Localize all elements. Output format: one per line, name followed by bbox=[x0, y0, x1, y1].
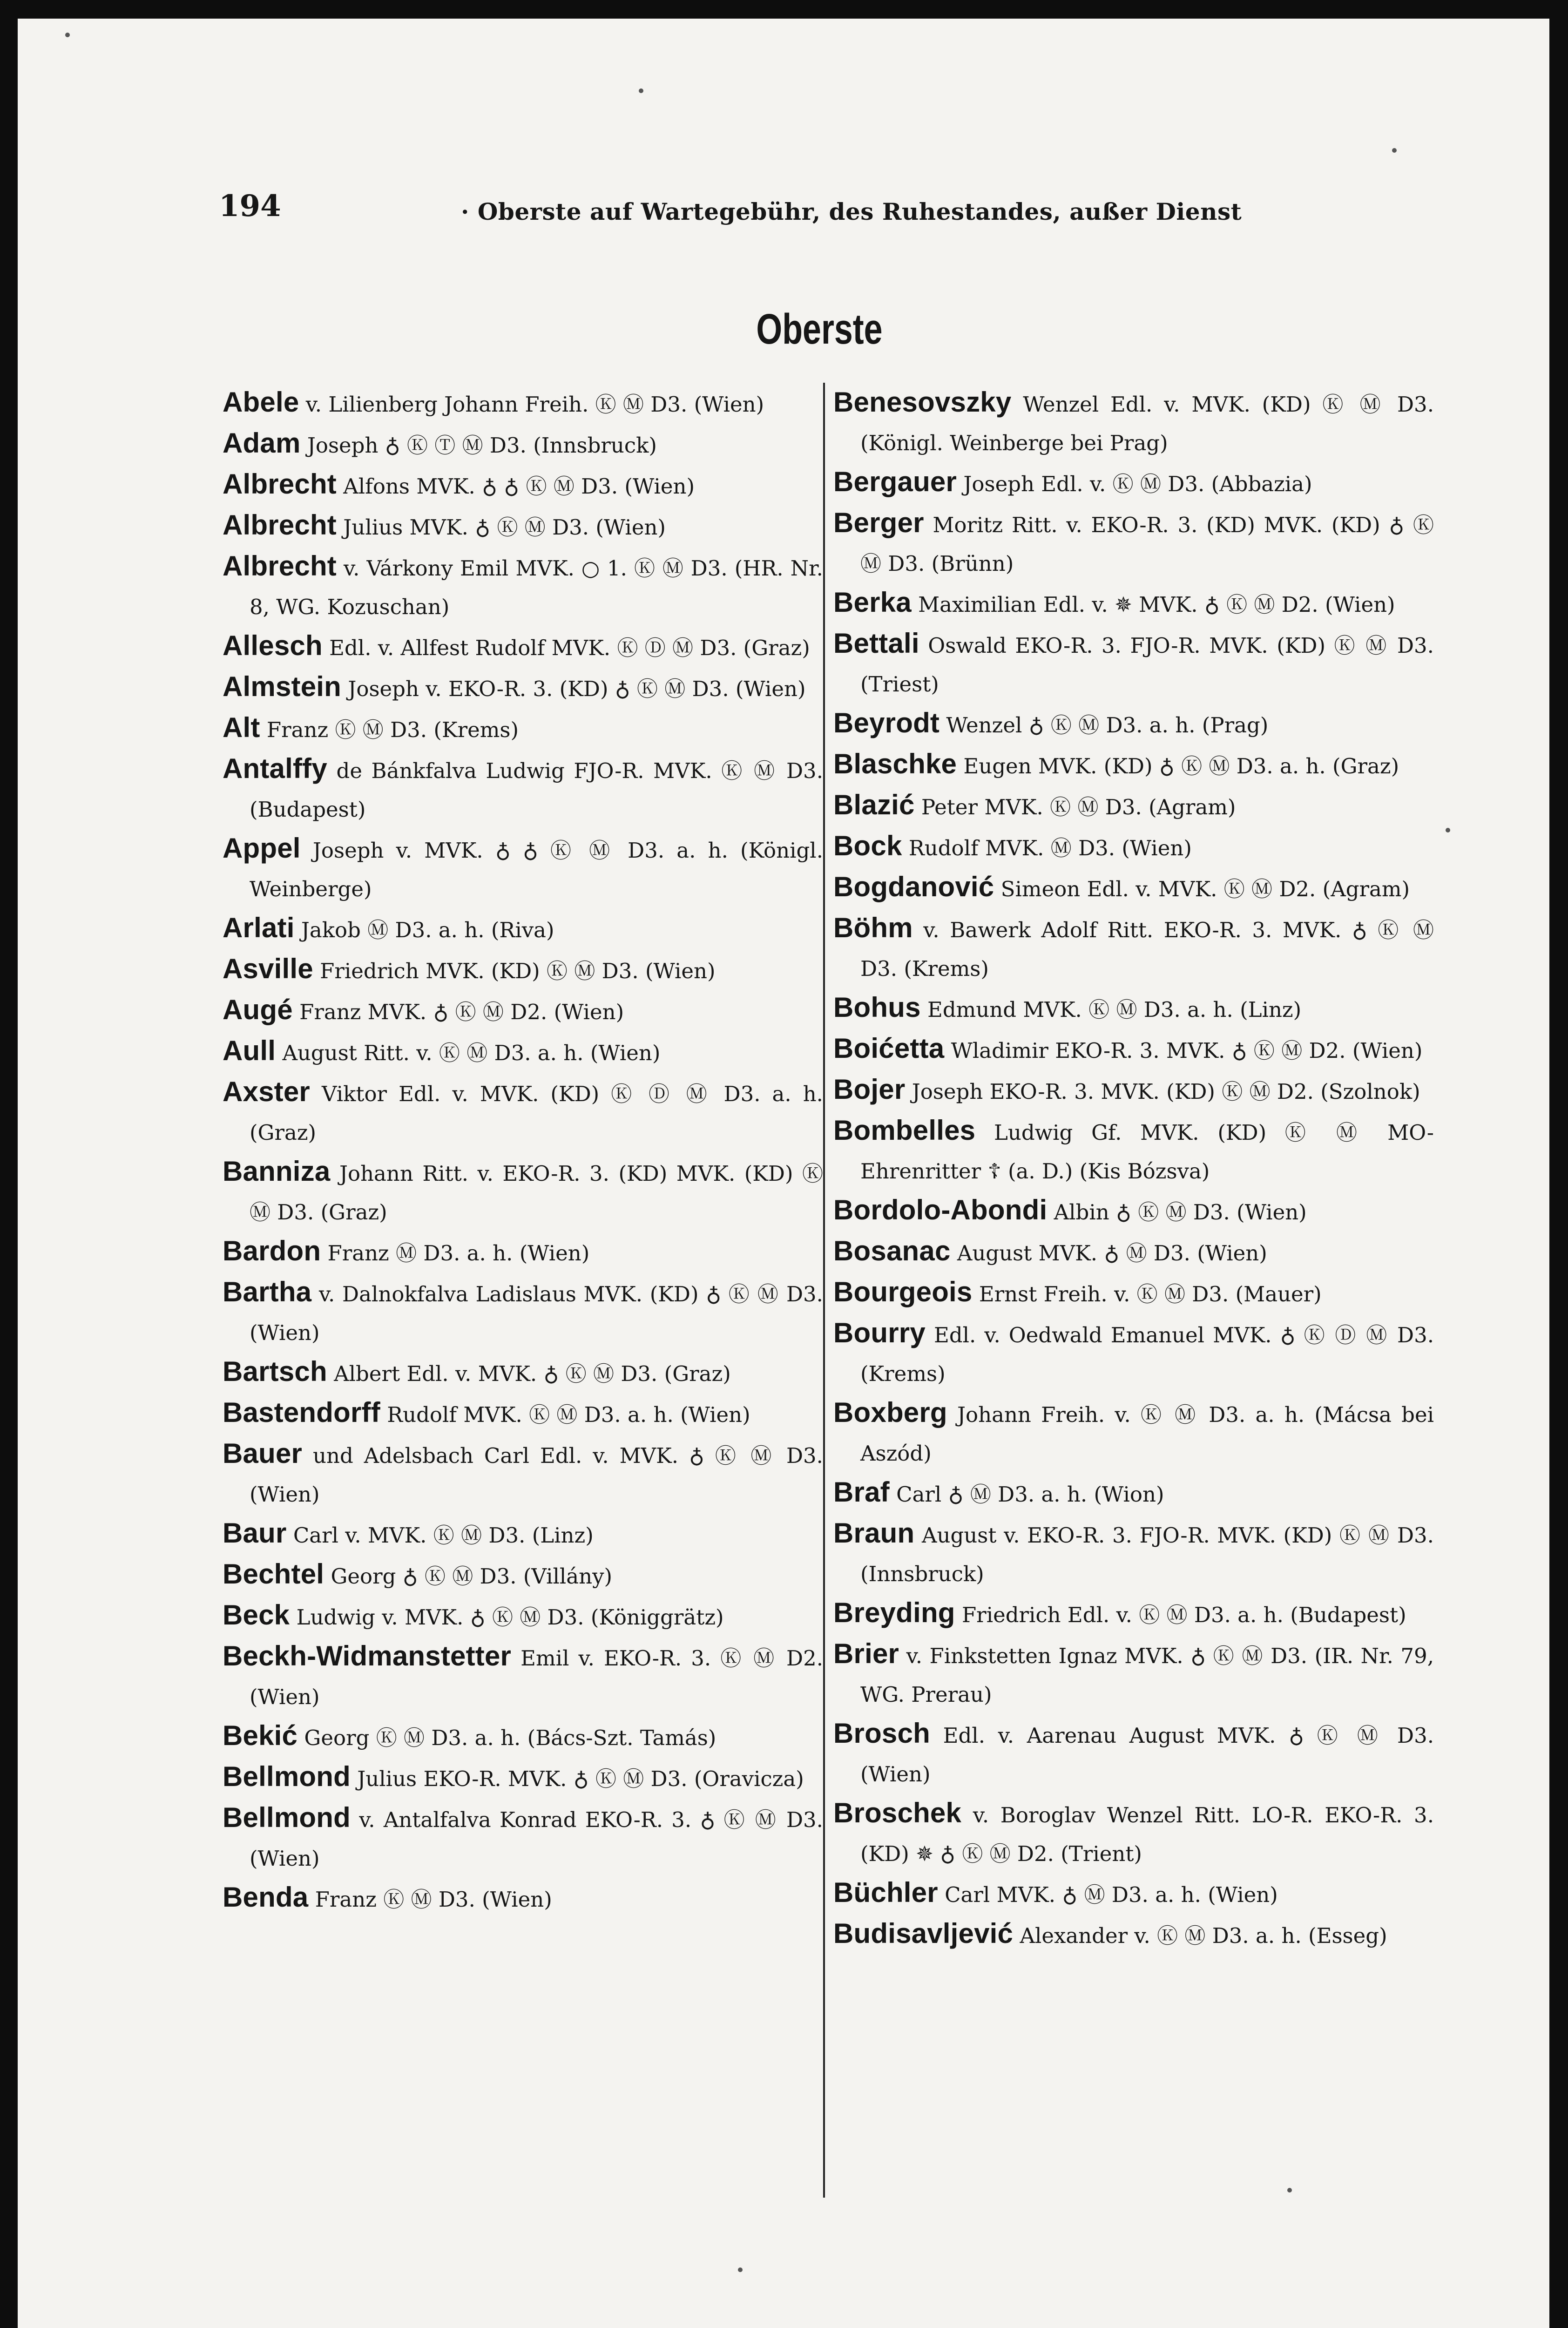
entry-details: Joseph ♁ Ⓚ Ⓣ Ⓜ D3. (Innsbruck) bbox=[307, 433, 657, 458]
roster-entry bbox=[833, 1914, 1434, 1955]
speck bbox=[738, 2267, 743, 2272]
entry-surname: Budisavljević bbox=[833, 1918, 1014, 1949]
entry-surname: Böhm bbox=[833, 912, 913, 943]
entry-surname: Appel bbox=[223, 832, 301, 864]
entry-details: Carl MVK. ♁ Ⓜ D3. a. h. (Wien) bbox=[945, 1882, 1278, 1907]
entry-details: Eugen MVK. (KD) ♁ Ⓚ Ⓜ D3. a. h. (Graz) bbox=[963, 754, 1399, 778]
roster-entry bbox=[833, 867, 1434, 908]
entry-surname: Braun bbox=[833, 1517, 915, 1549]
speck bbox=[65, 33, 70, 37]
entry-details: Emil v. EKO-R. 3. Ⓚ Ⓜ D2. (Wien) bbox=[250, 1646, 824, 1709]
entry-details: Rudolf MVK. Ⓜ D3. (Wien) bbox=[908, 836, 1192, 860]
roster-entry bbox=[223, 1272, 823, 1352]
entry-surname: Aull bbox=[223, 1035, 276, 1066]
entry-details: Carl ♁ Ⓜ D3. a. h. (Wion) bbox=[896, 1482, 1164, 1507]
speck bbox=[639, 88, 643, 93]
roster-entry bbox=[223, 1555, 823, 1596]
roster-entry bbox=[223, 1352, 823, 1393]
entry-surname: Bock bbox=[833, 830, 902, 861]
entry-details: Maximilian Edl. v. ✵ MVK. ♁ Ⓚ Ⓜ D2. (Wien) bbox=[918, 592, 1395, 617]
entry-surname: Adam bbox=[223, 427, 301, 459]
entry-surname: Breyding bbox=[833, 1597, 955, 1628]
entry-details: Albin ♁ Ⓚ Ⓜ D3. (Wien) bbox=[1054, 1200, 1307, 1225]
roster-entry bbox=[223, 1232, 823, 1272]
page-number: 194 bbox=[219, 189, 281, 223]
entry-surname: Bosanac bbox=[833, 1235, 951, 1266]
right-column bbox=[833, 383, 1434, 1955]
entry-surname: Bastendorff bbox=[223, 1397, 380, 1428]
speck bbox=[1392, 148, 1397, 153]
roster-entry bbox=[223, 1152, 823, 1232]
roster-entry bbox=[223, 506, 823, 547]
roster-entry bbox=[833, 1272, 1434, 1313]
entry-surname: Blazić bbox=[833, 789, 915, 820]
entry-details: Franz MVK. ♁ Ⓚ Ⓜ D2. (Wien) bbox=[299, 1000, 624, 1024]
entry-surname: Bourry bbox=[833, 1317, 926, 1348]
entry-surname: Banniza bbox=[223, 1156, 331, 1187]
entry-details: Edl. v. Aarenau August MVK. ♁ Ⓚ Ⓜ D3. (Wien) bbox=[860, 1723, 1434, 1787]
entry-details: Alexander v. Ⓚ Ⓜ D3. a. h. (Esseg) bbox=[1020, 1923, 1387, 1948]
entry-details: v. Finkstetten Ignaz MVK. ♁ Ⓚ Ⓜ D3. (IR. Nr. 79, WG. Prerau) bbox=[860, 1644, 1434, 1707]
entry-surname: Asville bbox=[223, 953, 313, 984]
entry-surname: Abele bbox=[223, 386, 299, 418]
running-head bbox=[219, 189, 1345, 230]
entry-surname: Boićetta bbox=[833, 1033, 945, 1064]
roster-entry bbox=[833, 785, 1434, 826]
entry-details: Carl v. MVK. Ⓚ Ⓜ D3. (Linz) bbox=[293, 1523, 594, 1548]
roster-entry bbox=[223, 1031, 823, 1072]
roster-entry bbox=[833, 1232, 1434, 1272]
entry-surname: Benda bbox=[223, 1881, 309, 1913]
roster-entry bbox=[223, 667, 823, 708]
entry-surname: Berka bbox=[833, 587, 912, 618]
scan-border-top bbox=[0, 0, 1568, 19]
roster-entry bbox=[223, 708, 823, 749]
entry-surname: Bergauer bbox=[833, 466, 957, 497]
entry-details: Georg Ⓚ Ⓜ D3. a. h. (Bács-Szt. Tamás) bbox=[304, 1726, 716, 1750]
entry-details: Jakob Ⓜ D3. a. h. (Riva) bbox=[301, 918, 554, 942]
roster-entry bbox=[223, 749, 823, 829]
roster-entry bbox=[833, 1191, 1434, 1232]
entry-surname: Beck bbox=[223, 1599, 290, 1631]
entry-surname: Almstein bbox=[223, 671, 341, 702]
roster-entry bbox=[223, 1878, 823, 1919]
entry-details: Moritz Ritt. v. EKO-R. 3. (KD) MVK. (KD) ♁ Ⓚ Ⓜ D3. (Brünn) bbox=[860, 513, 1434, 576]
entry-details: de Bánkfalva Ludwig FJO-R. MVK. Ⓚ Ⓜ D3. (Budapest) bbox=[250, 758, 823, 822]
speck bbox=[1446, 828, 1450, 832]
roster-entry bbox=[833, 1473, 1434, 1514]
roster-entry bbox=[833, 704, 1434, 744]
entry-details: und Adelsbach Carl Edl. v. MVK. ♁ Ⓚ Ⓜ D3. (Wien) bbox=[250, 1443, 823, 1507]
entry-details: Joseph v. EKO-R. 3. (KD) ♁ Ⓚ Ⓜ D3. (Wien) bbox=[348, 677, 806, 701]
roster-entry bbox=[223, 1596, 823, 1637]
entry-details: Alfons MVK. ♁ ♁ Ⓚ Ⓜ D3. (Wien) bbox=[343, 474, 695, 499]
entry-details: v. Lilienberg Johann Freih. Ⓚ Ⓜ D3. (Wien) bbox=[305, 392, 764, 417]
entry-surname: Bekić bbox=[223, 1720, 298, 1751]
entry-surname: Allesch bbox=[223, 630, 323, 661]
entry-surname: Benesovszky bbox=[833, 386, 1012, 418]
entry-details: Edl. v. Oedwald Emanuel MVK. ♁ Ⓚ Ⓓ Ⓜ D3. (Krems) bbox=[860, 1323, 1434, 1386]
entry-surname: Bettali bbox=[833, 628, 919, 659]
entry-surname: Beyrodt bbox=[833, 707, 940, 738]
roster-entry bbox=[833, 1593, 1434, 1634]
entry-details: Georg ♁ Ⓚ Ⓜ D3. (Villány) bbox=[331, 1564, 613, 1589]
roster-entry bbox=[833, 744, 1434, 785]
speck bbox=[1287, 2188, 1292, 2193]
roster-entry bbox=[833, 908, 1434, 988]
entry-details: Wenzel Edl. v. MVK. (KD) Ⓚ Ⓜ D3. (Königl. Weinberge bei Prag) bbox=[860, 392, 1434, 455]
roster-entry bbox=[833, 583, 1434, 624]
entry-details: Ludwig v. MVK. ♁ Ⓚ Ⓜ D3. (Königgrätz) bbox=[296, 1605, 724, 1630]
roster-entry bbox=[223, 424, 823, 465]
roster-entry bbox=[223, 1072, 823, 1152]
roster-entry bbox=[223, 1514, 823, 1555]
entry-surname: Blaschke bbox=[833, 748, 957, 779]
entry-details: Franz Ⓚ Ⓜ D3. (Krems) bbox=[266, 717, 519, 742]
entry-surname: Bechtel bbox=[223, 1558, 324, 1590]
left-column bbox=[223, 383, 823, 1919]
entry-surname: Albrecht bbox=[223, 550, 337, 582]
roster-entry bbox=[833, 1873, 1434, 1914]
entry-details: Albert Edl. v. MVK. ♁ Ⓚ Ⓜ D3. (Graz) bbox=[334, 1361, 731, 1386]
entry-surname: Arlati bbox=[223, 912, 295, 943]
roster-entry bbox=[223, 383, 823, 424]
column-divider bbox=[823, 383, 825, 2198]
entry-surname: Albrecht bbox=[223, 468, 337, 500]
entry-surname: Baur bbox=[223, 1517, 287, 1549]
entry-details: Ernst Freih. v. Ⓚ Ⓜ D3. (Mauer) bbox=[979, 1282, 1322, 1306]
entry-details: Rudolf MVK. Ⓚ Ⓜ D3. a. h. (Wien) bbox=[387, 1402, 750, 1427]
entry-details: Franz Ⓜ D3. a. h. (Wien) bbox=[327, 1241, 590, 1266]
entry-surname: Bordolo-Abondi bbox=[833, 1194, 1048, 1225]
roster-entry bbox=[833, 826, 1434, 867]
roster-entry bbox=[223, 626, 823, 667]
entry-details: v. Boroglav Wenzel Ritt. LO-R. EKO-R. 3. (KD) ✵ ♁ Ⓚ Ⓜ D2. (Trient) bbox=[860, 1803, 1434, 1866]
entry-details: Friedrich MVK. (KD) Ⓚ Ⓜ D3. (Wien) bbox=[320, 959, 716, 983]
entry-details: Edmund MVK. Ⓚ Ⓜ D3. a. h. (Linz) bbox=[927, 997, 1302, 1022]
entry-surname: Bartha bbox=[223, 1276, 312, 1307]
entry-surname: Alt bbox=[223, 712, 260, 743]
entry-surname: Bojer bbox=[833, 1074, 906, 1105]
entry-details: Joseph EKO-R. 3. MVK. (KD) Ⓚ Ⓜ D2. (Szolnok) bbox=[912, 1079, 1420, 1104]
entry-surname: Bellmond bbox=[223, 1802, 351, 1833]
entry-surname: Axster bbox=[223, 1076, 310, 1107]
roster-entry bbox=[833, 383, 1434, 462]
entry-details: Peter MVK. Ⓚ Ⓜ D3. (Agram) bbox=[921, 795, 1236, 819]
entry-details: v. Antalfalva Konrad EKO-R. 3. ♁ Ⓚ Ⓜ D3. (Wien) bbox=[250, 1807, 823, 1871]
entry-details: Joseph Edl. v. Ⓚ Ⓜ D3. (Abbazia) bbox=[963, 472, 1312, 496]
roster-entry bbox=[223, 1757, 823, 1798]
entry-details: Johann Freih. v. Ⓚ Ⓜ D3. a. h. (Mácsa bei Aszód) bbox=[860, 1402, 1434, 1466]
entry-details: August MVK. ♁ Ⓜ D3. (Wien) bbox=[957, 1241, 1267, 1266]
roster-entry bbox=[223, 990, 823, 1031]
entry-details: Julius EKO-R. MVK. ♁ Ⓚ Ⓜ D3. (Oravicza) bbox=[357, 1766, 804, 1791]
entry-surname: Bourgeois bbox=[833, 1276, 973, 1307]
roster-entry bbox=[833, 503, 1434, 583]
entry-surname: Bellmond bbox=[223, 1761, 351, 1792]
roster-entry bbox=[833, 1029, 1434, 1070]
entry-surname: Braf bbox=[833, 1476, 890, 1508]
roster-entry bbox=[833, 624, 1434, 704]
entry-surname: Bardon bbox=[223, 1235, 321, 1266]
entry-surname: Berger bbox=[833, 507, 924, 538]
roster-entry bbox=[223, 1393, 823, 1434]
roster-entry bbox=[223, 908, 823, 949]
entry-details: Simeon Edl. v. MVK. Ⓚ Ⓜ D2. (Agram) bbox=[1000, 877, 1410, 901]
entry-details: v. Bawerk Adolf Ritt. EKO-R. 3. MVK. ♁ Ⓚ Ⓜ D3. (Krems) bbox=[860, 918, 1434, 981]
entry-details: Joseph v. MVK. ♁ ♁ Ⓚ Ⓜ D3. a. h. (Königl. Weinberge) bbox=[250, 838, 823, 901]
roster-entry bbox=[833, 1313, 1434, 1393]
entry-details: August Ritt. v. Ⓚ Ⓜ D3. a. h. (Wien) bbox=[282, 1041, 661, 1065]
entry-surname: Bogdanović bbox=[833, 871, 994, 902]
roster-entry bbox=[833, 1634, 1434, 1714]
entry-details: Viktor Edl. v. MVK. (KD) Ⓚ Ⓓ Ⓜ D3. a. h. (Graz) bbox=[250, 1082, 823, 1145]
entry-surname: Büchler bbox=[833, 1877, 938, 1908]
entry-details: Ludwig Gf. MVK. (KD) Ⓚ Ⓜ MO-Ehrenritter ☦ (a. D.) (Kis Bózsva) bbox=[860, 1120, 1434, 1184]
roster-entry bbox=[223, 829, 823, 908]
entry-surname: Broschek bbox=[833, 1797, 962, 1828]
running-title: · Oberste auf Wartegebühr, des Ruhestandes, außer Dienst bbox=[461, 198, 1242, 225]
roster-entry bbox=[833, 1070, 1434, 1111]
roster-entry bbox=[833, 1714, 1434, 1793]
roster-entry bbox=[833, 1393, 1434, 1473]
entry-details: Wenzel ♁ Ⓚ Ⓜ D3. a. h. (Prag) bbox=[946, 713, 1269, 738]
entry-details: Oswald EKO-R. 3. FJO-R. MVK. (KD) Ⓚ Ⓜ D3. (Triest) bbox=[860, 633, 1434, 697]
roster-entry bbox=[833, 1514, 1434, 1593]
entry-surname: Boxberg bbox=[833, 1397, 947, 1428]
entry-surname: Bohus bbox=[833, 992, 921, 1023]
entry-surname: Brosch bbox=[833, 1718, 930, 1749]
roster-entry bbox=[833, 988, 1434, 1029]
entry-details: Edl. v. Allfest Rudolf MVK. Ⓚ Ⓓ Ⓜ D3. (Graz) bbox=[329, 636, 810, 660]
entry-details: August v. EKO-R. 3. FJO-R. MVK. (KD) Ⓚ Ⓜ D3. (Innsbruck) bbox=[860, 1523, 1434, 1586]
roster-entry bbox=[223, 547, 823, 626]
entry-details: v. Várkony Emil MVK. ○ 1. Ⓚ Ⓜ D3. (HR. Nr. 8, WG. Kozuschan) bbox=[250, 556, 823, 619]
entry-surname: Beckh-Widmanstetter bbox=[223, 1640, 512, 1672]
roster-entry bbox=[223, 1798, 823, 1878]
entry-surname: Bombelles bbox=[833, 1115, 976, 1146]
entry-details: Julius MVK. ♁ Ⓚ Ⓜ D3. (Wien) bbox=[343, 515, 666, 540]
entry-details: v. Dalnokfalva Ladislaus MVK. (KD) ♁ Ⓚ Ⓜ D3. (Wien) bbox=[250, 1282, 823, 1345]
roster-entry bbox=[223, 465, 823, 506]
section-title: Oberste bbox=[756, 305, 883, 353]
entry-surname: Augé bbox=[223, 994, 293, 1025]
roster-entry bbox=[223, 949, 823, 990]
entry-surname: Brier bbox=[833, 1638, 899, 1669]
scan-border-left bbox=[0, 0, 18, 2328]
entry-details: Franz Ⓚ Ⓜ D3. (Wien) bbox=[315, 1887, 552, 1912]
roster-entry bbox=[223, 1434, 823, 1514]
roster-entry bbox=[223, 1637, 823, 1716]
roster-entry bbox=[833, 1793, 1434, 1873]
entry-surname: Bartsch bbox=[223, 1356, 327, 1387]
entry-details: Johann Ritt. v. EKO-R. 3. (KD) MVK. (KD) Ⓚ Ⓜ D3. (Graz) bbox=[250, 1161, 823, 1225]
entry-surname: Albrecht bbox=[223, 509, 337, 541]
roster-entry bbox=[833, 462, 1434, 503]
scan-border-right bbox=[1549, 0, 1568, 2328]
entry-details: Wladimir EKO-R. 3. MVK. ♁ Ⓚ Ⓜ D2. (Wien) bbox=[951, 1038, 1423, 1063]
entry-details: Friedrich Edl. v. Ⓚ Ⓜ D3. a. h. (Budapest) bbox=[961, 1603, 1406, 1627]
roster-entry bbox=[223, 1716, 823, 1757]
roster-entry bbox=[833, 1111, 1434, 1191]
entry-surname: Bauer bbox=[223, 1438, 303, 1469]
entry-surname: Antalffy bbox=[223, 753, 327, 784]
